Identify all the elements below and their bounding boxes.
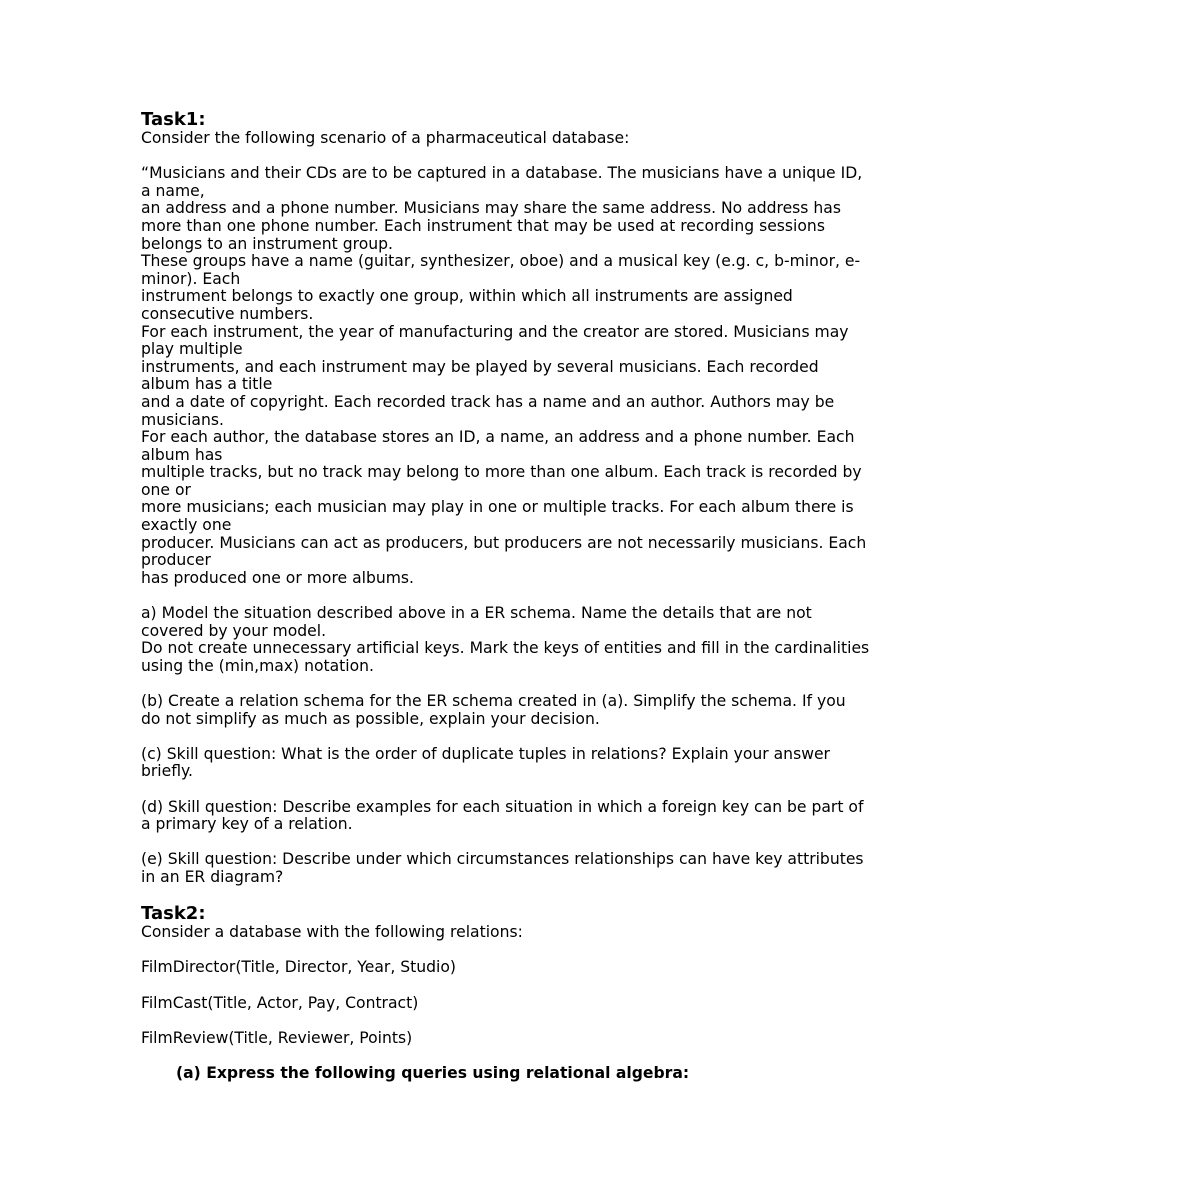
task2-intro: Consider a database with the following relations: xyxy=(141,923,523,942)
question-e-line: (e) Skill question: Describe under which circumstances relationships can have key attributes xyxy=(141,850,864,869)
scenario-line: a name, xyxy=(141,181,205,200)
scenario-line: instruments, and each instrument may be played by several musicians. Each recorded xyxy=(141,357,819,376)
question-a-line: using the (min,max) notation. xyxy=(141,656,375,675)
scenario-line: album has xyxy=(141,445,223,464)
relation-item: FilmReview(Title, Reviewer, Points) xyxy=(141,1028,413,1047)
scenario-line: For each instrument, the year of manufacturing and the creator are stored. Musicians may xyxy=(141,322,849,341)
task2-subquestion-a: (a) Express the following queries using relational algebra: xyxy=(176,1063,690,1082)
scenario-line: minor). Each xyxy=(141,269,241,288)
scenario-line: For each author, the database stores an ID, a name, an address and a phone number. Each xyxy=(141,428,855,447)
question-a-line: covered by your model. xyxy=(141,621,327,640)
task1-intro: Consider the following scenario of a pharmaceutical database: xyxy=(141,129,630,147)
question-c-line: (c) Skill question: What is the order of duplicate tuples in relations? Explain your answer xyxy=(141,744,830,763)
question-e xyxy=(141,851,1066,886)
task1-scenario xyxy=(141,165,1066,587)
scenario-line: more musicians; each musician may play in one or multiple tracks. For each album there is xyxy=(141,498,854,517)
task2-title: Task2: xyxy=(141,903,206,925)
question-a-line: Do not create unnecessary artificial keys. Mark the keys of entities and fill in the cardinalities xyxy=(141,639,870,658)
scenario-line: exactly one xyxy=(141,516,232,535)
relation-item: FilmDirector(Title, Director, Year, Studio) xyxy=(141,958,456,977)
scenario-line: These groups have a name (guitar, synthesizer, oboe) and a musical key (e.g. c, b-minor, e- xyxy=(141,252,861,271)
scenario-line: more than one phone number. Each instrument that may be used at recording sessions xyxy=(141,216,825,235)
scenario-line: has produced one or more albums. xyxy=(141,568,415,587)
relation-item: FilmCast(Title, Actor, Pay, Contract) xyxy=(141,993,419,1012)
question-d xyxy=(141,799,1066,834)
scenario-line: album has a title xyxy=(141,375,273,394)
question-c-line: briefly. xyxy=(141,762,194,781)
question-b-line: (b) Create a relation schema for the ER schema created in (a). Simplify the schema. If you xyxy=(141,692,846,710)
question-a xyxy=(141,605,1066,675)
scenario-line: consecutive numbers. xyxy=(141,304,314,323)
question-c xyxy=(141,746,1066,781)
scenario-line: instrument belongs to exactly one group, within which all instruments are assigned xyxy=(141,287,793,306)
question-e-line: in an ER diagram? xyxy=(141,867,284,886)
scenario-line: belongs to an instrument group. xyxy=(141,234,393,253)
scenario-line: one or xyxy=(141,480,191,499)
question-a-line: a) Model the situation described above in a ER schema. Name the details that are not xyxy=(141,604,812,623)
scenario-line: producer xyxy=(141,551,211,570)
question-d-line: a primary key of a relation. xyxy=(141,815,353,834)
task1-title: Task1: xyxy=(141,109,206,130)
relations-list xyxy=(141,959,1066,1047)
scenario-line: play multiple xyxy=(141,340,243,359)
question-d-line: (d) Skill question: Describe examples for each situation in which a foreign key can be part of xyxy=(141,797,864,816)
question-b xyxy=(141,693,1066,728)
scenario-line: and a date of copyright. Each recorded track has a name and an author. Authors may be xyxy=(141,392,835,411)
scenario-line: multiple tracks, but no track may belong to more than one album. Each track is recorded by xyxy=(141,463,862,482)
scenario-line: “Musicians and their CDs are to be captured in a database. The musicians have a unique ID, xyxy=(141,164,863,183)
question-b-line: do not simplify as much as possible, explain your decision. xyxy=(141,709,600,728)
scenario-line: an address and a phone number. Musicians may share the same address. No address has xyxy=(141,199,841,218)
scenario-line: producer. Musicians can act as producers, but producers are not necessarily musicians. Each xyxy=(141,533,867,552)
scenario-line: musicians. xyxy=(141,410,224,429)
document-page xyxy=(141,110,1066,1082)
